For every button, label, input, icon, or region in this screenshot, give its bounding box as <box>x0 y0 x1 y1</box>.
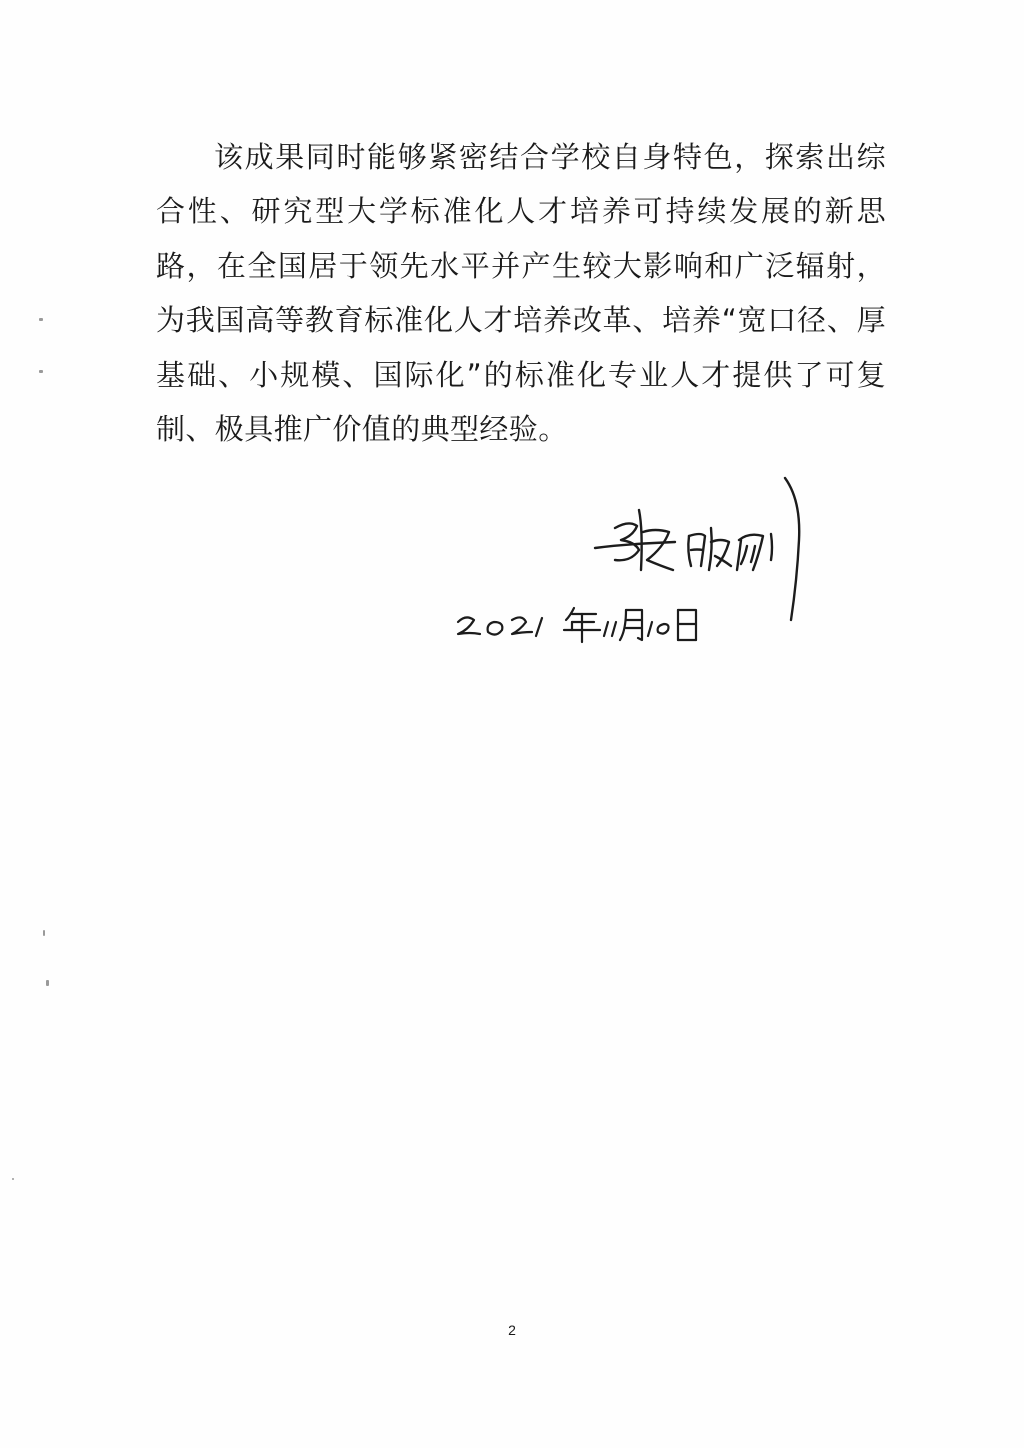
handwritten-date <box>450 596 720 646</box>
page-number: 2 <box>508 1322 516 1338</box>
scan-speck <box>39 370 43 373</box>
body-paragraph: 该成果同时能够紧密结合学校自身特色，探索出综合性、研究型大学标准化人才培养可持续发展的新思路，在全国居于领先水平并产生较大影响和广泛辐射，为我国高等教育标准化人才培养改革、培养“宽口径、厚基础、小规模、国际化”的标准化专业人才提供了可复制、极具推广价值的典型经验。 <box>156 140 886 447</box>
scan-speck <box>12 1178 14 1180</box>
scan-speck <box>39 318 43 321</box>
scan-speck <box>43 930 45 936</box>
scan-speck <box>46 980 49 986</box>
